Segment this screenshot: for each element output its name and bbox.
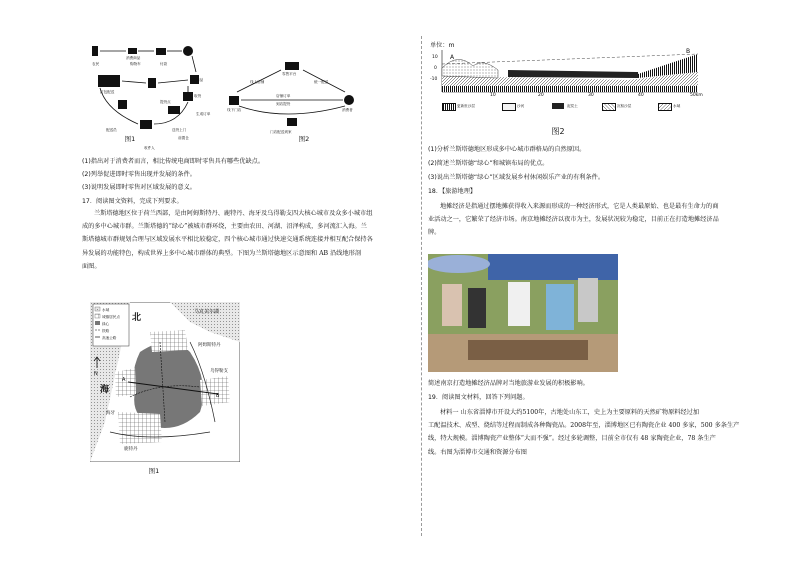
cart-icon — [156, 48, 166, 55]
q17-para-line-5: 面图。 — [82, 262, 101, 270]
legend-urban-label: 城镇居民点 — [102, 315, 120, 319]
flow2-store: 线下门店 — [227, 108, 242, 112]
q17-para-line-4: 异发展的功能特色，构成世界上多中心城市群体的典型。下图为兰斯塔德地区示意图和 AB 沿线地形剖 — [82, 249, 362, 257]
flow2-unified-delivery: 统一配送 — [314, 80, 329, 84]
flow-label-order: 生成订单 — [196, 112, 211, 116]
q17-para-line-3: 斯塔德城市群规划合理与区域发展水平相比较稳定，四个核心城市通过快速交通系统连接并相互配合保持各 — [82, 236, 373, 244]
flow-label-pickup: 提货点 — [160, 100, 171, 104]
photo-umbrella — [428, 255, 490, 273]
legend-water-label-r: 水域 — [673, 104, 681, 108]
profile-endpoint-b: B — [686, 48, 691, 55]
q18-title: 18．【旅游地理】 — [428, 188, 477, 195]
map-label-north: 北 — [132, 313, 142, 323]
randstad-map — [90, 302, 240, 462]
y-tick-0: 0 — [434, 66, 437, 71]
map-label-b: B — [216, 393, 220, 399]
y-tick-10: 10 — [432, 55, 438, 60]
legend-pleistocene-swatch — [442, 103, 456, 111]
legend-dune-swatch — [502, 103, 516, 111]
q17-title: 17．阅读图文资料，完成下列要求。 — [82, 198, 183, 205]
flow-label-goods: 消费商品 — [126, 56, 141, 60]
map-label-sea: 海 — [100, 385, 110, 395]
q17-item-1: (1)分析兰斯塔德地区形成多中心城市群格局的自然原因。 — [428, 146, 586, 153]
column-divider — [421, 36, 422, 536]
layer-pleistocene — [442, 86, 698, 92]
legend-highway-label: 高速公路 — [102, 336, 117, 340]
right-column — [428, 36, 768, 536]
legend-urban-swatch — [95, 314, 100, 318]
photo-person-2 — [468, 288, 486, 328]
x-tick-40: 40 — [638, 93, 644, 98]
flow2-online-store: 线上店铺 — [250, 80, 265, 84]
street-market-photo — [428, 254, 618, 372]
terrain-profile — [428, 48, 718, 108]
q17-para-line-2: 成的多中心城市群。兰斯塔德的“绿心”被城市群环绕，主要由农田、河湖、沼泽构成，多河流汇入海。兰 — [82, 223, 367, 231]
q18-para-line-2: 业活动之一，它繁荣了经济市场。南京地摊经济以夜市为主，发展状况较为稳定，目前正在打造地摊经济品 — [428, 216, 719, 224]
q19-title: 19．阅读图文材料，回答下列问题。 — [428, 394, 529, 401]
layer-peat — [508, 70, 638, 78]
legend-rail-label: 铁路 — [102, 329, 110, 333]
map-label-utrecht: 乌得勒支 — [210, 369, 228, 374]
map-label-amsterdam: 阿姆斯特丹 — [198, 343, 221, 348]
flow2-store-order: 店铺订单 — [276, 94, 291, 98]
photo-person-4 — [546, 284, 574, 330]
store-icon — [229, 96, 239, 105]
photo-person-1 — [442, 284, 462, 326]
flow2-in-store-pickup: 到店提货 — [276, 102, 291, 106]
figure-2-platform-flow — [225, 56, 360, 136]
flow2-home-delivery: 门店配送到家 — [270, 130, 292, 134]
legend-sediment-label: 沉积沙层 — [617, 104, 632, 108]
q19-para-line-3: 线，特大规模。淄博陶瓷产业整体“大而不强”。经过多轮调整，目前全市仅有 48 家陶瓷企业，78 条生产 — [428, 435, 716, 443]
map-label-rotterdam: 鹿特丹 — [124, 447, 138, 452]
photo-canopy — [488, 254, 618, 280]
x-tick-20: 20 — [538, 93, 544, 98]
flow-label-pay: 付款 — [160, 62, 168, 66]
x-tick-10: 10 — [490, 93, 496, 98]
order-icon — [183, 92, 193, 101]
flow-label-door: 送货上门 — [172, 128, 187, 132]
q16-item-3: (3)说明发展即时零售对区域发展的意义。 — [82, 184, 196, 191]
flow-label-take: 取货 — [194, 94, 202, 98]
q19-para-line-2: 工配温技术、成型、烧结等过程而制成各种陶瓷品。2008年至，淄博地区已有陶瓷企业 400 多家，500 多条生产 — [428, 422, 740, 430]
q19-para-line-1: 材料一 山东省淄博市开设大约5100年，古地处山东工，史上为主要原料的天然矿物原料经过加 — [440, 409, 700, 416]
y-tick-minus-10: -10 — [430, 77, 438, 82]
urban-rotterdam — [118, 412, 162, 444]
q19-paragraph — [428, 406, 768, 459]
warehouse-icon — [168, 106, 180, 114]
profile-surface — [442, 54, 698, 64]
map-label-hague: 海牙 — [106, 411, 115, 416]
flow2-platform: 零售平台 — [282, 72, 297, 76]
rider-icon — [118, 100, 127, 109]
consumer-icon — [344, 95, 354, 105]
x-tick-30: 30 — [588, 93, 594, 98]
figure-1-caption: 图1 — [124, 135, 136, 143]
q18-question: 简述南京打造地摊经济品牌对当地旅游业发展的积极影响。 — [428, 380, 589, 387]
receiver-icon — [140, 120, 152, 129]
figure-2-caption: 图2 — [298, 135, 310, 143]
q16-item-2: (2)列举促进即时零售出现并发展的条件。 — [82, 171, 196, 178]
map-caption: 图1 — [148, 467, 160, 475]
goods-icon — [128, 48, 137, 54]
profile-endpoint-a: A — [450, 54, 455, 61]
legend-green-swatch — [95, 321, 100, 325]
urban-amsterdam — [150, 330, 188, 352]
left-column — [70, 36, 410, 536]
q17-item-2: (2)简述兰斯塔德“绿心”和城镇布局的优点。 — [428, 160, 549, 167]
legend-pleistocene-label: 更新世沙层 — [457, 104, 475, 108]
flow-label-courier: 配送员 — [106, 128, 117, 132]
legend-water-swatch-r — [658, 103, 672, 111]
profile-legend — [442, 102, 722, 112]
map-label-lake: 马克美尔湖 — [194, 309, 220, 315]
pay-icon — [183, 46, 193, 56]
photo-person-5 — [578, 278, 598, 322]
profile-caption: 图2 — [551, 127, 565, 136]
q17-paragraph — [82, 207, 412, 273]
legend-peat-label: 泥炭土 — [567, 104, 578, 108]
delivery-icon — [287, 118, 297, 126]
photo-goods-detail — [468, 340, 588, 360]
legend-sediment-swatch — [602, 103, 616, 111]
legend-green-label: 绿心 — [102, 322, 110, 326]
farmer-icon — [92, 46, 98, 56]
legend-dune-label: 沙河 — [517, 104, 525, 108]
photo-person-3 — [508, 282, 530, 326]
platform-icon — [285, 62, 299, 70]
flow-label-receiver: 收件人 — [144, 146, 155, 150]
q19-para-line-4: 线。右图为淄博市交通和资源分布图 — [428, 448, 527, 456]
map-label-a: A — [122, 377, 126, 383]
courier-icon — [148, 78, 156, 88]
flow-label-front-warehouse: 前置仓 — [178, 136, 189, 140]
legend-water-label: 水域 — [102, 308, 110, 312]
q18-para-line-3: 牌。 — [428, 229, 441, 237]
map-label-n: N — [94, 371, 98, 377]
profile-unit: 单位：m — [430, 42, 455, 49]
flow-label-item: 商品 — [196, 78, 204, 82]
x-tick-50km: 50km — [690, 93, 703, 98]
q17-item-3: (3)说出兰斯塔德“绿心”区域发展乡村休闲娱乐产业的有利条件。 — [428, 174, 605, 181]
q18-paragraph — [428, 200, 768, 240]
flow-label-cart: 购物车 — [130, 62, 141, 66]
q16-item-1: (1)指出对于消费者而言，相比传统电商即时零售具有哪些优缺点。 — [82, 158, 265, 165]
legend-water-swatch — [95, 307, 100, 311]
q17-para-line-1: 兰斯塔德地区位于荷兰西部，是由阿姆斯特丹、鹿特丹、海牙及乌得勒支四大核心城市及众多小城市组 — [94, 210, 373, 217]
q18-para-line-1: 地摊经济是指通过摆地摊获得收入来源而形成的一种经济形式，它是人类最原始、也是最有生命力的商 — [440, 203, 719, 210]
flow-label-pack: 打包配送 — [100, 90, 115, 94]
flow-label-farmer: 农民 — [92, 62, 100, 66]
truck-icon — [98, 75, 120, 87]
flow2-consumer: 消费者 — [342, 108, 353, 112]
legend-peat-swatch — [552, 103, 564, 109]
